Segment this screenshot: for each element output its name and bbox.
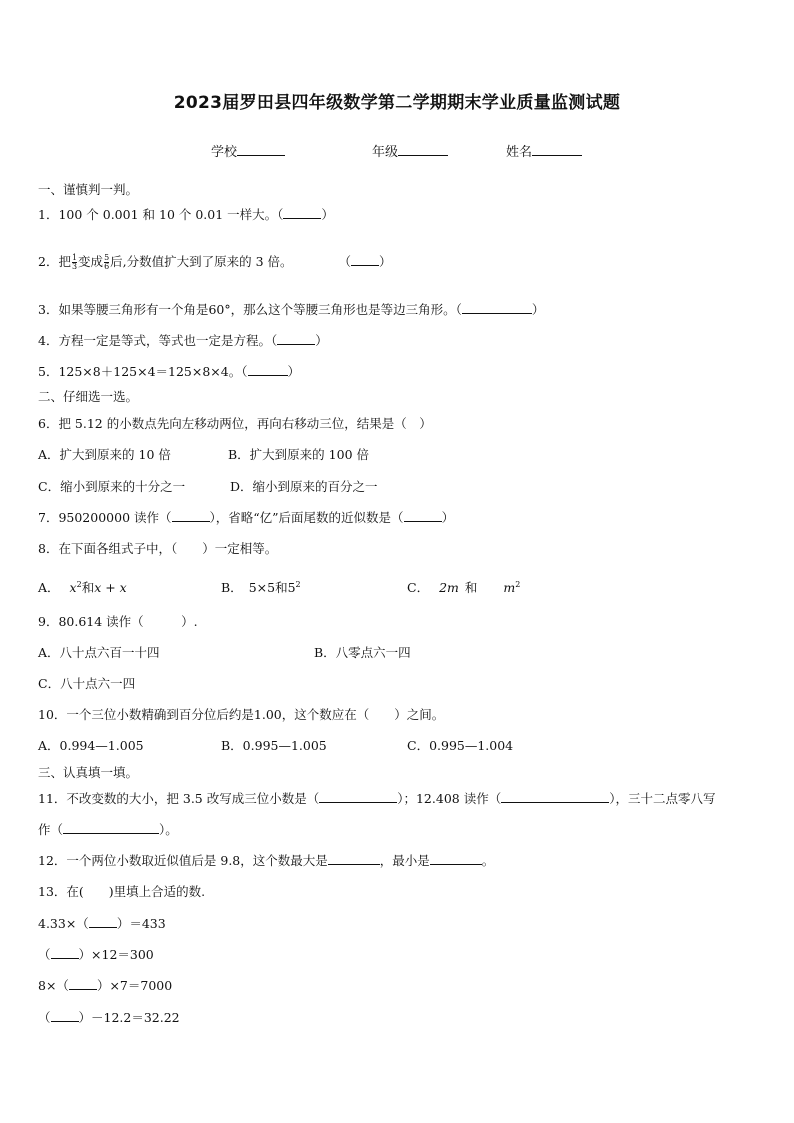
answer-blank-13a[interactable] xyxy=(89,916,117,928)
question-9: 9．80.614 读作（ ）. xyxy=(38,614,198,629)
q6-option-a[interactable]: A．扩大到原来的 10 倍 xyxy=(38,447,171,462)
q6-option-d[interactable]: D．缩小到原来的百分之一 xyxy=(230,479,378,494)
answer-blank-11a[interactable] xyxy=(319,791,397,803)
question-12: 12．一个两位小数取近似值后是 9.8，这个数最大是 ，最小是 。 xyxy=(38,853,495,868)
question-2: 2．把 $\frac{1}{3}$ 变成 $\frac{5}{6}$ 后,分数值扩大到了原来的 3 倍。 （ ） xyxy=(38,253,392,271)
q13-item-4: （ ）－12.2＝32.22 xyxy=(38,1010,180,1025)
answer-blank-13d[interactable] xyxy=(51,1010,79,1022)
section-heading-2: 二、仔细选一选。 xyxy=(38,389,139,404)
question-4: 4．方程一定是等式，等式也一定是方程。（ ） xyxy=(38,333,328,348)
question-5: 5．125×8＋125×4＝125×8×4。（ ） xyxy=(38,364,301,379)
q9-option-c[interactable]: C．八十点六一四 xyxy=(38,676,136,691)
fraction-5-6: $\frac{5}{6}$ xyxy=(104,253,110,271)
answer-blank-5[interactable] xyxy=(248,364,288,376)
question-7: 7．950200000 读作（ ），省略“亿”后面尾数的近似数是（ ） xyxy=(38,510,455,525)
q13-item-3: 8×（ ）×7＝7000 xyxy=(38,978,173,993)
question-3: 3．如果等腰三角形有一个角是60°，那么这个等腰三角形也是等边三角形。（ ） xyxy=(38,302,545,317)
answer-blank-12a[interactable] xyxy=(328,853,380,865)
answer-blank-2[interactable] xyxy=(351,254,379,266)
question-11: 11．不改变数的大小，把 3.5 改写成三位小数是（ ）；12.408 读作（ ），三十二点零八写 xyxy=(38,791,716,806)
fraction-1-3: $\frac{1}{3}$ xyxy=(71,253,78,271)
answer-blank-11b[interactable] xyxy=(501,791,609,803)
answer-blank-13c[interactable] xyxy=(69,978,97,990)
q8-option-a[interactable]: A． $x^2$和x + x xyxy=(38,580,127,596)
question-1: 1．100 个 0.001 和 10 个 0.01 一样大。（ ） xyxy=(38,207,334,222)
name-field xyxy=(506,141,582,160)
question-6: 6．把 5.12 的小数点先向左移动两位，再向右移动三位，结果是（ ） xyxy=(38,416,432,431)
q9-option-b[interactable]: B．八零点六一四 xyxy=(314,645,411,660)
answer-blank-1[interactable] xyxy=(283,207,321,219)
school-blank[interactable] xyxy=(237,144,285,156)
answer-blank-13b[interactable] xyxy=(51,947,79,959)
q8-option-b[interactable]: B． 5×5和$5^2$ xyxy=(221,580,301,596)
grade-label: 年级 xyxy=(372,145,399,160)
page-title: 2023届罗田县四年级数学第二学期期末学业质量监测试题 xyxy=(173,93,621,113)
q9-option-a[interactable]: A．八十点六百一十四 xyxy=(38,645,160,660)
q10-option-c[interactable]: C．0.995—1.004 xyxy=(407,738,514,753)
q10-option-b[interactable]: B．0.995—1.005 xyxy=(221,738,327,753)
answer-blank-7a[interactable] xyxy=(172,510,210,522)
grade-blank[interactable] xyxy=(398,144,448,156)
q13-item-2: （ ）×12＝300 xyxy=(38,947,154,962)
school-label: 学校 xyxy=(211,145,238,160)
answer-blank-12b[interactable] xyxy=(430,853,482,865)
question-13: 13．在( )里填上合适的数. xyxy=(38,884,206,899)
name-label: 姓名 xyxy=(506,145,533,160)
question-10: 10．一个三位小数精确到百分位后约是1.00，这个数应在（ ）之间。 xyxy=(38,707,445,722)
q8-option-c[interactable]: C． 2m 和 $m^2$ xyxy=(407,580,521,596)
question-8: 8．在下面各组式子中，（ ）一定相等。 xyxy=(38,541,278,556)
question-11-line-2: 作（ ）。 xyxy=(38,822,178,837)
q10-option-a[interactable]: A．0.994—1.005 xyxy=(38,738,144,753)
answer-blank-7b[interactable] xyxy=(404,510,442,522)
q6-option-c[interactable]: C．缩小到原来的十分之一 xyxy=(38,479,186,494)
answer-blank-3[interactable] xyxy=(462,302,532,314)
answer-blank-11c[interactable] xyxy=(63,822,159,834)
grade-field xyxy=(372,141,448,160)
section-heading-3: 三、认真填一填。 xyxy=(38,765,139,780)
q13-item-1: 4.33×（ ）＝433 xyxy=(38,916,166,931)
school-field xyxy=(211,141,285,160)
q6-option-b[interactable]: B．扩大到原来的 100 倍 xyxy=(228,447,369,462)
name-blank[interactable] xyxy=(532,144,582,156)
section-heading-1: 一、谨慎判一判。 xyxy=(38,182,139,197)
answer-blank-4[interactable] xyxy=(277,333,315,345)
